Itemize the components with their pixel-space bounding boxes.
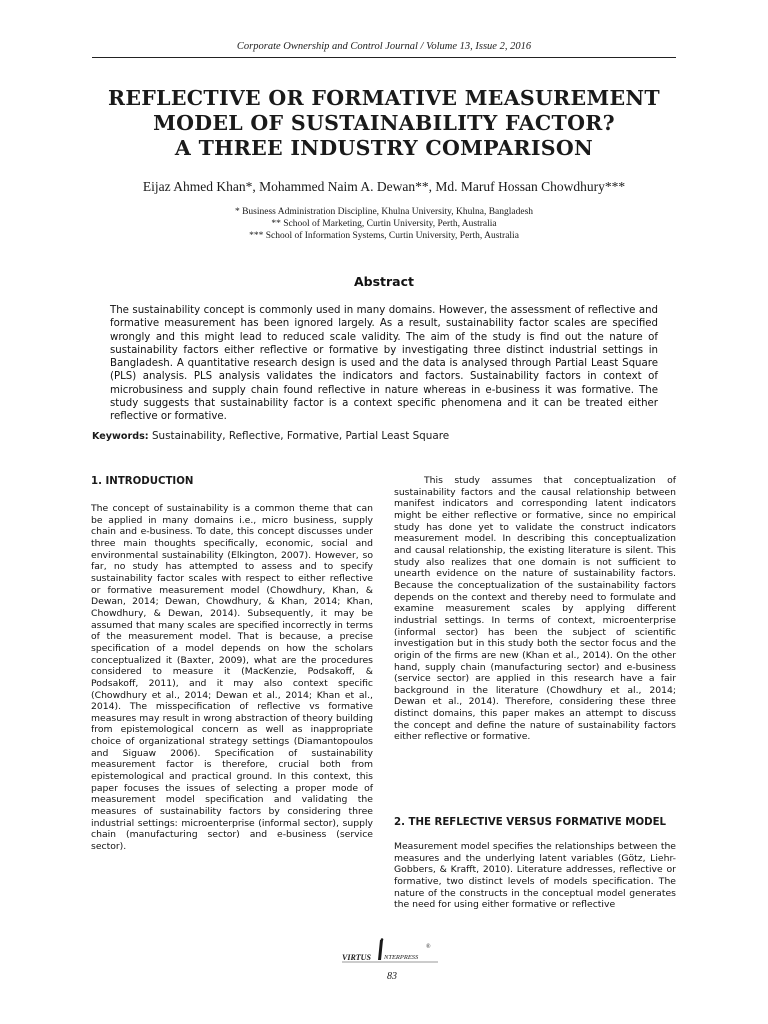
section-heading-introduction: 1. INTRODUCTION (91, 476, 194, 487)
body-paragraph: Measurement model specifies the relationships between the measures and the underlying latent variables (Götz, Liehr-Gobbers, & Krafft, 2010). Literature addresses, reflective or formative, two distinct levels of models specification. The nature of the constructs in the conceptual model generates the need for using either formative or reflective (394, 841, 676, 911)
title-line: A THREE INDUSTRY COMPARISON (174, 136, 594, 160)
publisher-logo (340, 938, 440, 968)
left-column (91, 503, 373, 853)
keywords (92, 430, 676, 442)
affiliation: * Business Administration Discipline, Khulna University, Khulna, Bangladesh (234, 207, 534, 217)
section-heading-reflective-vs-formative: 2. THE REFLECTIVE VERSUS FORMATIVE MODEL (394, 817, 667, 828)
title-line: MODEL OF SUSTAINABILITY FACTOR? (153, 111, 615, 135)
affiliation: *** School of Information Systems, Curtin University, Perth, Australia (249, 231, 519, 241)
article-title (80, 86, 688, 161)
keywords-text: Sustainability, Reflective, Formative, Partial Least Square (151, 430, 450, 442)
abstract-heading: Abstract (353, 274, 415, 289)
publisher-name-left: VIRTUS (342, 953, 371, 962)
affiliation: ** School of Marketing, Curtin University, Perth, Australia (271, 219, 497, 229)
keywords-label: Keywords: (92, 431, 149, 442)
running-head: Corporate Ownership and Control Journal / Volume 13, Issue 2, 2016 (236, 41, 532, 52)
publisher-name-right: NTERPRESS (384, 954, 419, 961)
right-column-top (394, 475, 676, 743)
page-number: 83 (387, 971, 397, 982)
body-paragraph: The concept of sustainability is a common theme that can be applied in many domains i.e., micro business, supply chain and e-business. To date, this concept discusses under three main thoughts specifically, economic, social and environmental sustainability (Elkington, 2007). However, so far, no study has attempted to assess and to specify sustainability factor scales with respect to either reflective or formative measurement model (Chowdhury, Khan, & Dewan, 2014; Dewan, Chowdhury, & Khan, 2014; Khan, Chowdhury, & Dewan, 2014). Subsequently, it may be assumed that many scales are specified incorrectly in terms of the measurement model. That is because, a precise specification of a model depends on how the scholars conceptualized it (Baxter, 2009), what are the procedures considered to measure it (MacKenzie, Podsakoff, & Podsakoff, 2011), and it may also context specific (Chowdhury et al., 2014; Dewan et al., 2014; Khan et al., 2014). The misspecification of reflective vs formative measures may result in wrong abstraction of theory building from epistemological concern as well as inappropriate choice of organizational strategy settings (Diamantopoulos and Siguaw 2006). Specification of sustainability measurement factor is therefore, crucial both from epistemological and practical ground. In this context, this paper focuses the issues of selecting a proper mode of measurement model specification and validating the measures of sustainability factors by considering three industrial settings: microenterprise (informal sector), supply chain (manufacturing sector) and e-business (service sector). (91, 503, 373, 853)
header-rule (92, 57, 676, 58)
affiliations (80, 206, 688, 242)
right-column-bottom (394, 841, 676, 911)
body-paragraph: This study assumes that conceptualization of sustainability factors and the causal relationship between manifest indicators and corresponding latent indicators might be either reflective or formative, since no empirical study has done yet to validate the construct indicators measurement model. In describing this conceptualization and causal relationship, the existing literature is silent. This study also realizes that one domain is not sufficient to unearth evidence on the nature of sustainability factors. Because the conceptualization of the sustainability factors depends on the context and thereby need to formulate and examine measurement scales by applying different industrial settings. In terms of context, microenterprise (informal sector) has been the subject of scientific investigation but in this study both the sector focus and the origin of the firms are new (Khan et al., 2014). On the other hand, supply chain (manufacturing sector) and e-business (service sector) are applied in this research have a fair background in the literature (Chowdhury et al., 2014; Dewan et al., 2014). Therefore, considering these three distinct domains, this paper makes an attempt to discuss the concept and define the nature of sustainability factors either reflective or formative. (394, 475, 676, 743)
title-line: REFLECTIVE OR FORMATIVE MEASUREMENT (108, 86, 660, 110)
author-list: Eijaz Ahmed Khan*, Mohammed Naim A. Dewan**, Md. Maruf Hossan Chowdhury*** (142, 179, 626, 194)
registered-mark: ® (426, 944, 431, 950)
abstract-text: The sustainability concept is commonly used in many domains. However, the assessment of reflective and formative measurement has been ignored largely. As a result, sustainability factor scales are specified wrongly and this might lead to reduced scale validity. The aim of the study is find out the nature of sustainability factors either reflective or formative by investigating three distinct industrial settings in Bangladesh. A quantitative research design is used and the data is analysed through Partial Least Square (PLS) analysis. PLS analysis validates the indicators and factors. Sustainability factors in context of microbusiness and supply chain found reflective in nature whereas in e-business it was formative. The study suggests that sustainability factor is a context specific phenomena and it can be treated either reflective or formative. (110, 305, 658, 423)
publisher-logo-icon (340, 938, 440, 968)
